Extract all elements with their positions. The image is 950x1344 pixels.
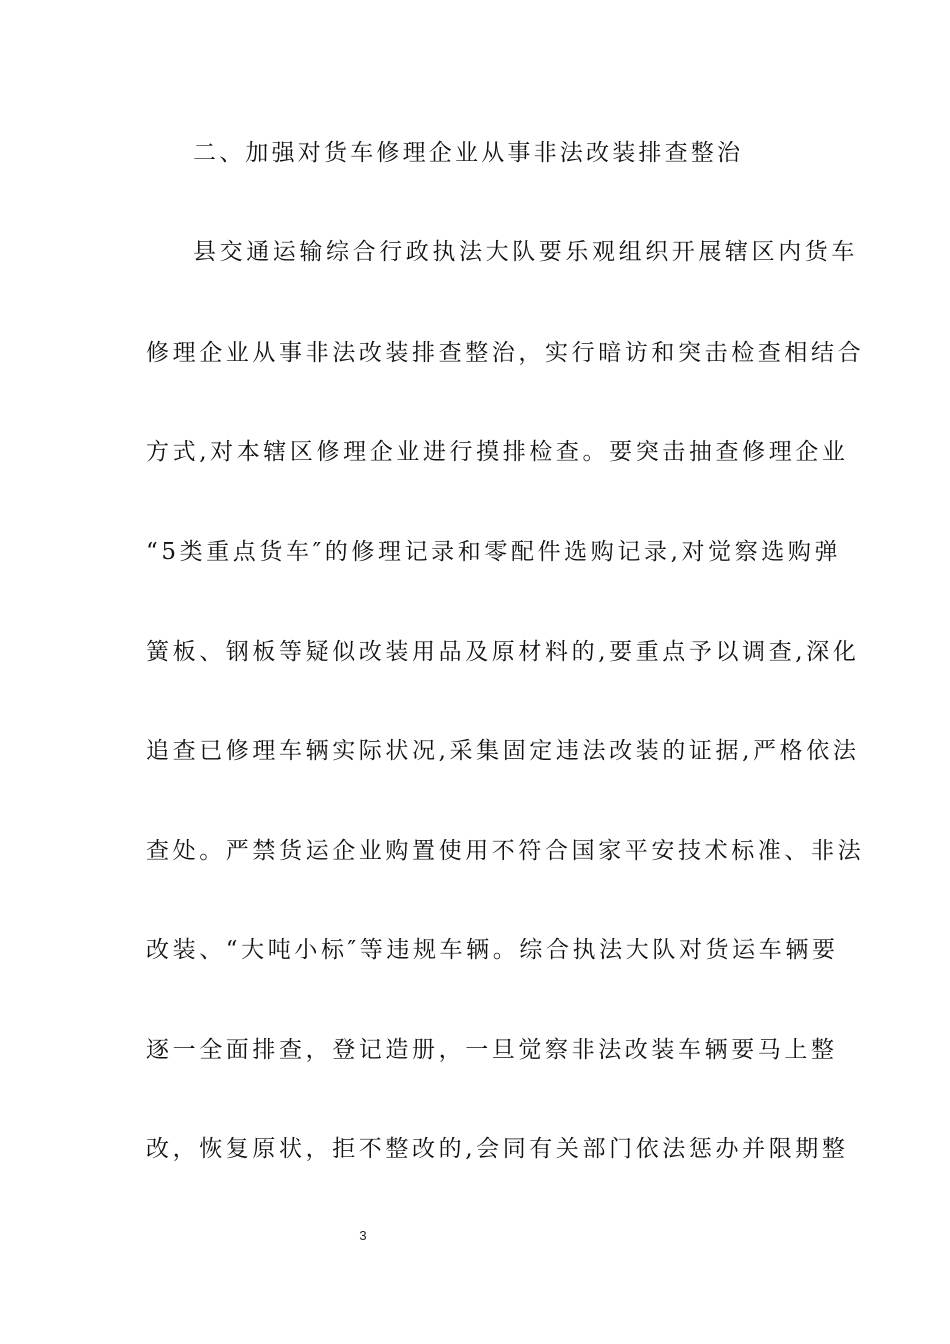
paragraph-line: 方式,对本辖区修理企业进行摸排检查。要突击抽查修理企业 — [146, 439, 849, 465]
paragraph-line: 追查已修理车辆实际状况,采集固定违法改装的证据,严格依法 — [146, 738, 860, 764]
section-heading: 二、加强对货车修理企业从事非法改装排查整治 — [193, 140, 744, 166]
page-number: 3 — [359, 1228, 367, 1243]
paragraph-line: 逐一全面排查，登记造册，一旦觉察非法改装车辆要马上整 — [146, 1037, 838, 1063]
paragraph-line: 修理企业从事非法改装排查整治，实行暗访和突击检查相结合 — [146, 340, 865, 366]
paragraph-line: 簧板、钢板等疑似改装用品及原材料的,要重点予以调查,深化 — [146, 639, 860, 665]
paragraph-line: “5类重点货车″的修理记录和零配件选购记录,对觉察选购弹 — [146, 539, 842, 565]
paragraph-line: 县交通运输综合行政执法大队要乐观组织开展辖区内货车 — [193, 239, 858, 265]
paragraph-line: 改，恢复原状，拒不整改的,会同有关部门依法惩办并限期整 — [146, 1136, 849, 1162]
paragraph-line: 查处。严禁货运企业购置使用不符合国家平安技术标准、非法 — [146, 838, 865, 864]
paragraph-line: 改装、“大吨小标″等违规车辆。综合执法大队对货运车辆要 — [146, 937, 839, 963]
